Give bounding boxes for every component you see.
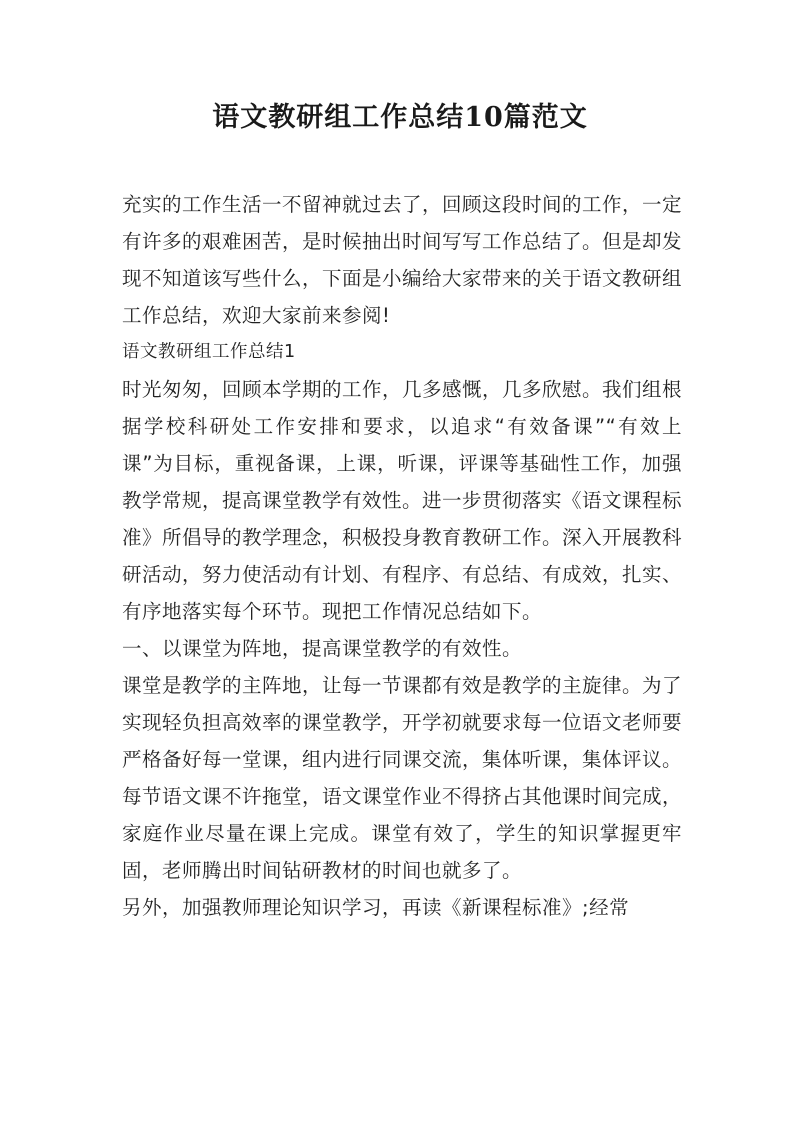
document-title: 语文教研组工作总结10篇范文 — [212, 102, 588, 133]
additional-paragraph: 另外，加强教师理论知识学习，再读《新课程标准》;经常 — [122, 896, 630, 919]
document-body — [122, 186, 682, 926]
section-heading-summary-1: 语文教研组工作总结1 — [122, 342, 296, 362]
intro-paragraph: 充实的工作生活一不留神就过去了，回顾这段时间的工作，一定有许多的艰难困苦，是时候抽出时间写写工作总结了。但是却发现不知道该写些什么，下面是小编给大家带来的关于语文教研组工作总结，欢迎大家前来参阅! — [122, 193, 683, 327]
classroom-paragraph: 课堂是教学的主阵地，让每一节课都有效是教学的主旋律。为了实现轻负担高效率的课堂教学，开学初就要求每一位语文老师要严格备好每一堂课，组内进行同课交流，集体听课，集体评议。每节语文课不许拖堂，语文课堂作业不得挤占其他课时间完成，家庭作业尽量在课上完成。课堂有效了，学生的知识掌握更牢固，老师腾出时间钻研教材的时间也就多了。 — [122, 674, 683, 882]
subheading-classroom: 一、以课堂为阵地，提高课堂教学的有效性。 — [122, 637, 523, 660]
summary-1-paragraph: 时光匆匆，回顾本学期的工作，几多感慨，几多欣慰。我们组根据学校科研处工作安排和要求，以追求“有效备课”“有效上课”为目标，重视备课，上课，听课，评课等基础性工作，加强教学常规，提高课堂教学有效性。进一步贯彻落实《语文课程标准》所倡导的教学理念，积极投身教育教研工作。深入开展教科研活动，努力使活动有计划、有程序、有总结、有成效，扎实、有序地落实每个环节。现把工作情况总结如下。 — [122, 378, 683, 623]
